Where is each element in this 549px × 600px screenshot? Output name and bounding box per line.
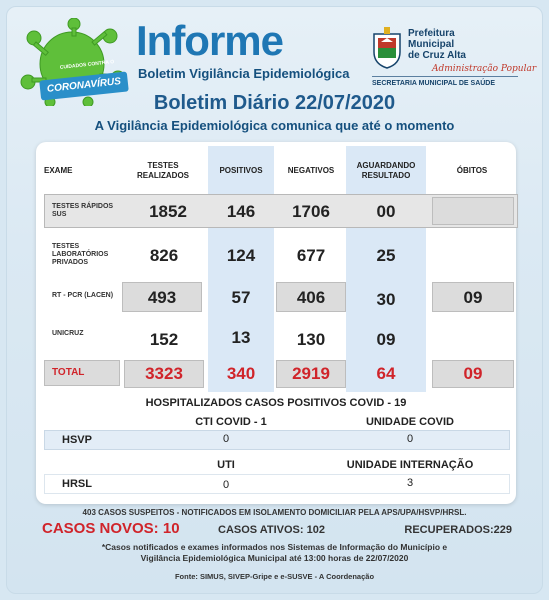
cell-total-aguardando: 64 — [376, 364, 396, 383]
cell-total-obitos: 09 — [463, 364, 483, 383]
row-label-unicruz: UNICRUZ — [52, 330, 84, 337]
hsvp-name: HSVP — [62, 434, 92, 446]
cell-lab-negativos: 677 — [296, 246, 326, 265]
header-obitos: ÓBITOS — [456, 166, 488, 175]
row-label-rt-pcr: RT - PCR (LACEN) — [52, 292, 114, 299]
header-testes-realizados: TESTES REALIZADOS — [137, 161, 189, 180]
casos-novos: CASOS NOVOS: 10 — [42, 520, 180, 537]
hospitalizados-title: HOSPITALIZADOS CASOS POSITIVOS COVID - 19 — [145, 397, 407, 409]
cell-unicruz-aguardando: 09 — [376, 330, 396, 349]
casos-suspeitos-text: 403 CASOS SUSPEITOS - NOTIFICADOS EM ISOLAMENTO DOMICILIAR PELA APS/UPA/HSVP/HRSL. — [82, 508, 467, 517]
cell-rapidos-positivos: 146 — [226, 202, 256, 221]
hsvp-col2-value: 0 — [406, 433, 414, 445]
casos-ativos: CASOS ATIVOS: 102 — [218, 524, 325, 536]
cell-lab-positivos: 124 — [226, 246, 256, 265]
cell-total-realizados: 3323 — [145, 364, 183, 383]
header-negativos: NEGATIVOS — [287, 166, 335, 175]
cell-total-negativos: 2919 — [292, 364, 330, 383]
secretaria-name: SECRETARIA MUNICIPAL DE SAÚDE — [372, 80, 496, 87]
recuperados: RECUPERADOS:229 — [404, 524, 512, 536]
page-subtitle: Boletim Vigilância Epidemiológica — [138, 66, 350, 81]
cell-unicruz-negativos: 130 — [296, 330, 326, 349]
hrsl-col2-label: UNIDADE INTERNAÇÃO — [346, 459, 474, 471]
cell-rapidos-aguardando: 00 — [376, 202, 396, 221]
cell-pcr-aguardando: 30 — [376, 290, 396, 309]
footnote-line-2: Vigilância Epidemiológica Municipal até 13:00 horas de 22/07/2020 — [140, 553, 409, 563]
cell-pcr-obitos: 09 — [463, 288, 483, 307]
page-title: Informe — [136, 17, 284, 64]
intro-text: A Vigilância Epidemiológica comunica que até o momento — [94, 118, 455, 133]
obitos-empty-cell — [432, 197, 514, 225]
coronavirus-badge: CORONAVÍRUS — [39, 71, 129, 100]
cell-rapidos-negativos: 1706 — [292, 202, 330, 221]
header-divider — [372, 76, 518, 77]
cell-pcr-positivos: 57 — [231, 288, 251, 307]
cell-pcr-realizados: 493 — [147, 288, 177, 307]
badge-top-text: CUIDADOS CONTRA O — [59, 59, 115, 71]
casos-summary — [42, 520, 512, 538]
hrsl-name: HRSL — [62, 478, 92, 490]
prefeitura-line-2: Municipal — [408, 39, 455, 50]
hsvp-col2-label: UNIDADE COVID — [365, 416, 454, 428]
cell-rapidos-realizados: 1852 — [149, 202, 187, 221]
hrsl-col1-value: 0 — [222, 479, 230, 491]
prefeitura-line-1: Prefeitura — [408, 28, 455, 39]
prefeitura-line-3: de Cruz Alta — [408, 50, 466, 61]
hsvp-col1-value: 0 — [222, 433, 230, 445]
fonte-text: Fonte: SIMUS, SIVEP-Gripe e e-SUSVE - A Coordenação — [174, 572, 375, 581]
municipal-crest-icon — [370, 26, 404, 70]
cell-pcr-negativos: 406 — [296, 288, 326, 307]
hrsl-col2-value: 3 — [406, 477, 414, 489]
footnote-line-1: *Casos notificados e exames informados nos Sistemas de Informação do Município e — [101, 542, 448, 552]
cell-unicruz-positivos: 13 — [231, 328, 251, 347]
cell-total-positivos: 340 — [226, 364, 256, 383]
header-exame: EXAME — [44, 166, 73, 175]
footnote — [0, 542, 549, 564]
row-label-total: TOTAL — [52, 367, 85, 378]
cell-lab-realizados: 826 — [149, 246, 179, 265]
positivos-column-bg — [208, 146, 274, 392]
hrsl-col1-label: UTI — [217, 459, 235, 471]
cell-lab-aguardando: 25 — [376, 246, 396, 265]
boletim-title: Boletim Diário 22/07/2020 — [153, 92, 396, 114]
hsvp-col1-label: CTI COVID - 1 — [195, 416, 267, 428]
cell-unicruz-realizados: 152 — [149, 330, 179, 349]
aguardando-column-bg — [346, 146, 426, 392]
header-aguardando: AGUARDANDO RESULTADO — [356, 161, 416, 180]
row-label-testes-rapidos: TESTES RÁPIDOS SUS — [52, 203, 114, 218]
row-label-laboratorios: TESTES LABORATÓRIOS PRIVADOS — [52, 243, 109, 266]
administracao-popular: Administração Popular — [432, 64, 537, 74]
prefeitura-name — [408, 28, 466, 61]
header-positivos: POSITIVOS — [219, 166, 263, 175]
